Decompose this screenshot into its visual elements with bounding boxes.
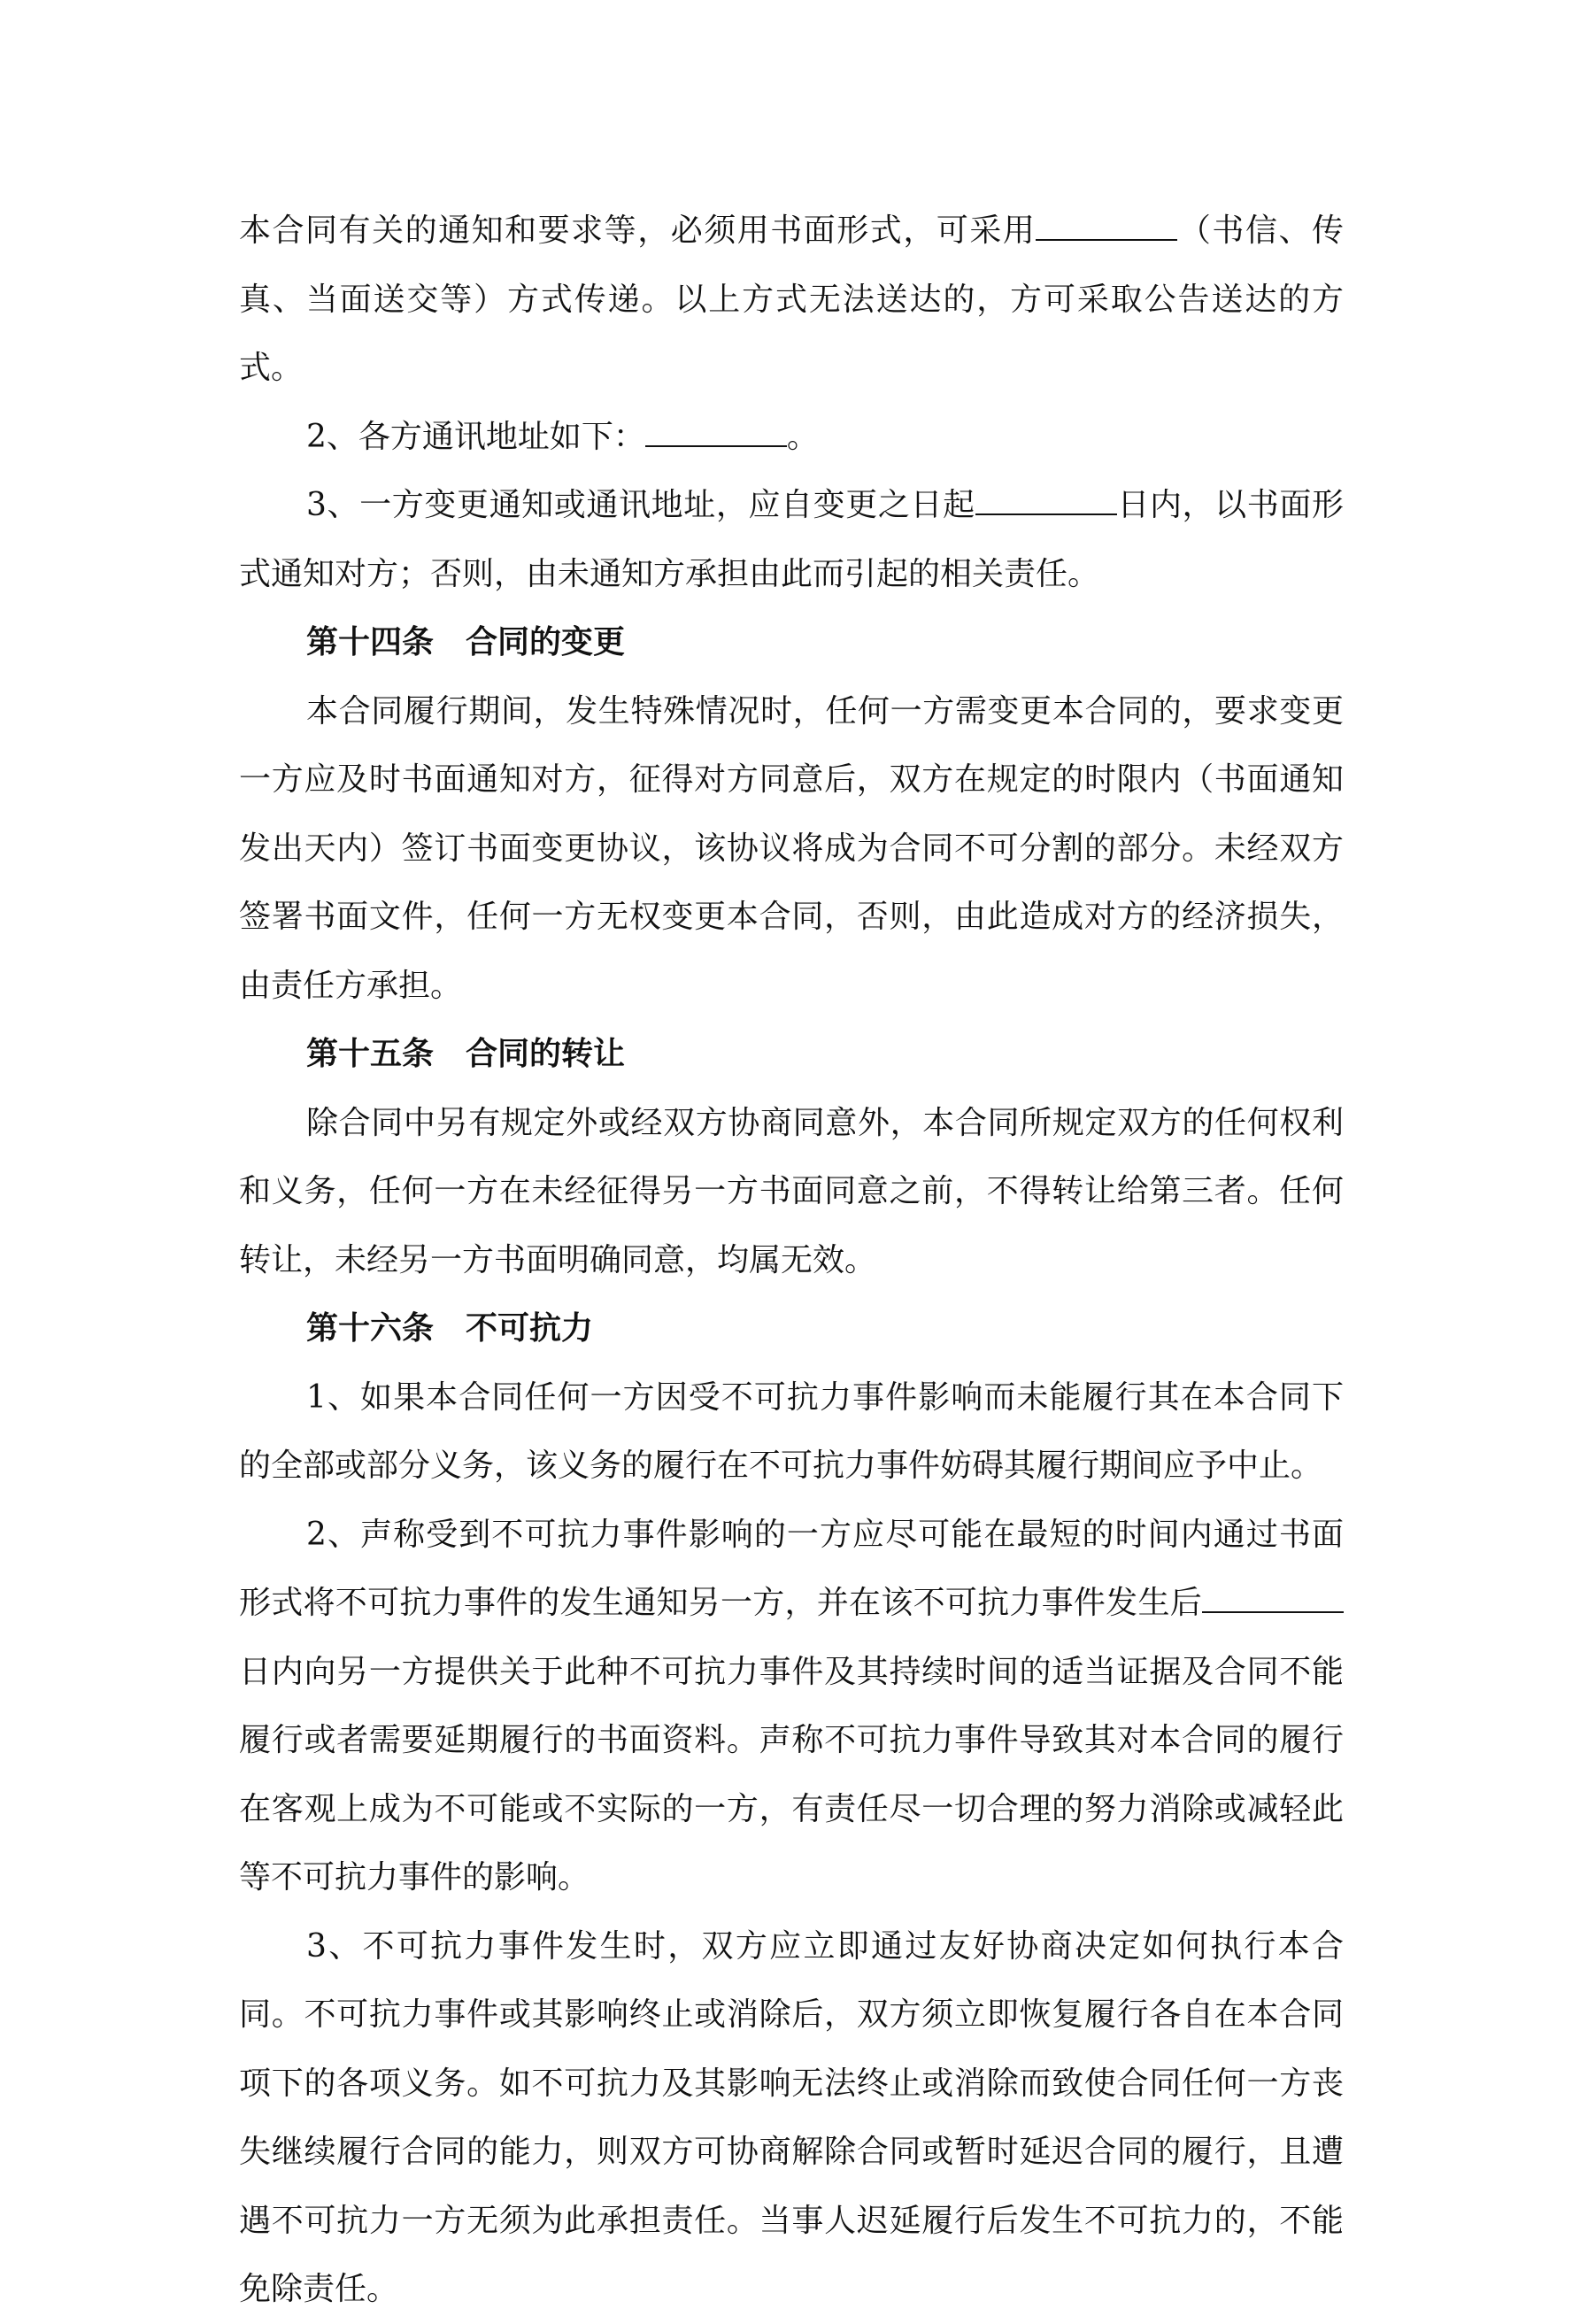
text-run: 3、一方变更通知或通讯地址，应自变更之日起 bbox=[306, 487, 975, 523]
text-run: 2、各方通讯地址如下： bbox=[306, 418, 645, 455]
fill-in-blank bbox=[1036, 212, 1177, 241]
section-heading-14: 第十四条 合同的变更 bbox=[306, 623, 626, 660]
text-run: 2、声称受到不可抗力事件影响的一方应尽可能在最短的时间内通过书面形式将不可抗力事件的发生通知另一方，并在该不可抗力事件发生后 bbox=[239, 1516, 1344, 1621]
document-body bbox=[239, 197, 1344, 2324]
text-run: 3、不可抗力事件发生时，双方应立即通过友好协商决定如何执行本合同。不可抗力事件或其影响终止或消除后，双方须立即恢复履行各自在本合同项下的各项义务。如不可抗力及其影响无法终止或消除而致使合同任何一方丧失继续履行合同的能力，则双方可协商解除合同或暂时延迟合同的履行，且遭遇不可抗力一方无须为此承担责任。当事人迟延履行后发生不可抗力的，不能免除责任。 bbox=[239, 1927, 1344, 2307]
text-run: 日内，以书面形式通知对方；否则，由未通知方承担由此而引起的相关责任。 bbox=[239, 487, 1344, 592]
section-heading-15: 第十五条 合同的转让 bbox=[306, 1035, 626, 1072]
fill-in-blank bbox=[645, 419, 787, 447]
text-run: 日内向另一方提供关于此种不可抗力事件及其持续时间的适当证据及合同不能履行或者需要延期履行的书面资料。声称不可抗力事件导致其对本合同的履行在客观上成为不可能或不实际的一方，有责任尽一切合理的努力消除或减轻此等不可抗力事件的影响。 bbox=[239, 1653, 1344, 1895]
fill-in-blank bbox=[1202, 1585, 1344, 1613]
paragraph-force-majeure-1 bbox=[239, 1363, 1344, 1501]
text-run: 本合同履行期间，发生特殊情况时，任何一方需变更本合同的，要求变更一方应及时书面通知对方，征得对方同意后，双方在规定的时限内（书面通知发出天内）签订书面变更协议，该协议将成为合同不可分割的部分。未经双方签署书面文件，任何一方无权变更本合同，否则，由此造成对方的经济损失，由责任方承担。 bbox=[239, 692, 1344, 1004]
paragraph-notice-form bbox=[239, 197, 1344, 403]
paragraph-address-change bbox=[239, 471, 1344, 608]
section-heading-16: 第十六条 不可抗力 bbox=[306, 1309, 594, 1347]
paragraph-force-majeure-3 bbox=[239, 1912, 1344, 2324]
text-run: 1、如果本合同任何一方因受不可抗力事件影响而未能履行其在本合同下的全部或部分义务，该义务的履行在不可抗力事件妨碍其履行期间应予中止。 bbox=[239, 1378, 1344, 1484]
text-run: 本合同有关的通知和要求等，必须用书面形式，可采用 bbox=[239, 212, 1037, 249]
paragraph-force-majeure-2 bbox=[239, 1501, 1344, 1912]
text-run: （书信、传真、当面送交等）方式传递。以上方式无法送达的，方可采取公告送达的方式。 bbox=[239, 212, 1344, 386]
fill-in-blank bbox=[975, 487, 1117, 515]
paragraph-addresses bbox=[239, 403, 1344, 472]
paragraph-contract-transfer bbox=[239, 1089, 1344, 1295]
text-run: 。 bbox=[786, 418, 819, 455]
text-run: 除合同中另有规定外或经双方协商同意外，本合同所规定双方的任何权利和义务，任何一方在未经征得另一方书面同意之前，不得转让给第三者。任何转让，未经另一方书面明确同意，均属无效。 bbox=[239, 1104, 1344, 1278]
paragraph-contract-change bbox=[239, 677, 1344, 1021]
